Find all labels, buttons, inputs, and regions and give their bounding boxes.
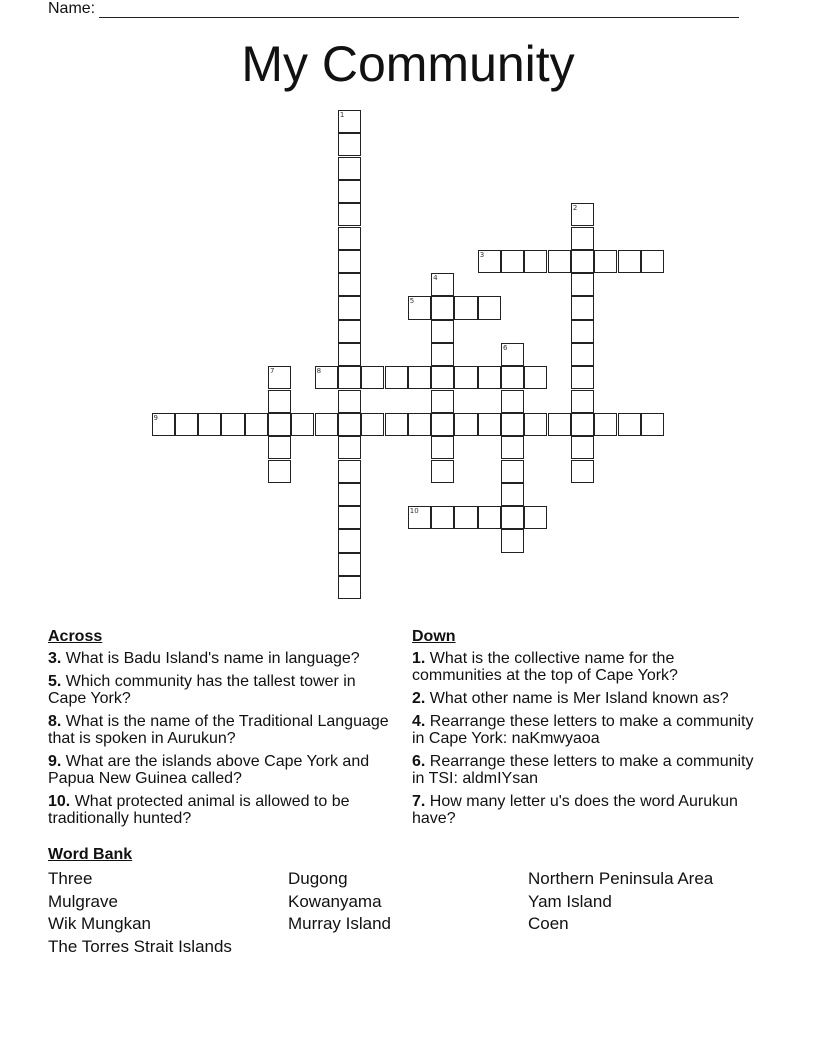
crossword-cell[interactable]: [571, 436, 594, 459]
crossword-cell[interactable]: [501, 436, 524, 459]
word-bank-item: The Torres Strait Islands: [48, 936, 232, 956]
crossword-cell[interactable]: [454, 413, 477, 436]
crossword-cell[interactable]: [501, 366, 524, 389]
crossword-cell[interactable]: [338, 529, 361, 552]
crossword-cell[interactable]: [524, 506, 547, 529]
crossword-cell[interactable]: [524, 250, 547, 273]
crossword-cell[interactable]: [315, 366, 338, 389]
crossword-cell[interactable]: [338, 460, 361, 483]
crossword-cell[interactable]: [454, 506, 477, 529]
crossword-cell[interactable]: [431, 366, 454, 389]
clue-across-10: 10. What protected animal is allowed to be traditionally hunted?: [48, 793, 350, 827]
clue-down-2: 2. What other name is Mer Island known as?: [412, 690, 729, 707]
crossword-cell[interactable]: [431, 273, 454, 296]
word-bank-item: Wik Mungkan: [48, 914, 151, 933]
crossword-cell[interactable]: [454, 366, 477, 389]
crossword-cell[interactable]: [268, 436, 291, 459]
clue-number: 7: [270, 367, 275, 376]
crossword-cell[interactable]: [524, 366, 547, 389]
crossword-cell[interactable]: [501, 413, 524, 436]
clue-down-4: 4. Rearrange these letters to make a community in Cape York: naKmwyaoa: [412, 713, 754, 747]
crossword-cell[interactable]: [571, 343, 594, 366]
crossword-cell[interactable]: [152, 413, 175, 436]
crossword-cell[interactable]: [315, 413, 338, 436]
crossword-cell[interactable]: [338, 390, 361, 413]
crossword-cell[interactable]: [501, 390, 524, 413]
crossword-cell[interactable]: [338, 227, 361, 250]
crossword-cell[interactable]: [571, 203, 594, 226]
clue-number: 1: [339, 111, 345, 119]
crossword-cell[interactable]: [338, 483, 361, 506]
across-clues: [48, 628, 393, 833]
crossword-cell[interactable]: [408, 366, 431, 389]
crossword-cell[interactable]: [338, 413, 361, 436]
crossword-cell[interactable]: [571, 390, 594, 413]
crossword-cell[interactable]: [338, 250, 361, 273]
crossword-cell[interactable]: [501, 343, 524, 366]
crossword-cell[interactable]: [571, 296, 594, 319]
clue-down-1: 1. What is the collective name for the communities at the top of Cape York?: [412, 650, 678, 684]
crossword-cell[interactable]: [268, 390, 291, 413]
crossword-cell[interactable]: [571, 250, 594, 273]
word-bank-item: Mulgrave: [48, 891, 118, 911]
clue-across-3: 3. What is Badu Island's name in language?: [48, 650, 360, 667]
crossword-cell[interactable]: [641, 250, 664, 273]
crossword-cell[interactable]: [198, 413, 221, 436]
name-label: Name:: [48, 0, 96, 17]
crossword-cell[interactable]: [408, 506, 431, 529]
clue-across-5: 5. Which community has the tallest tower in Cape York?: [48, 673, 356, 707]
crossword-cell[interactable]: [618, 413, 641, 436]
crossword-cell[interactable]: [571, 460, 594, 483]
clue-number: 9: [153, 413, 158, 422]
crossword-cell[interactable]: [221, 413, 244, 436]
crossword-cell[interactable]: [385, 366, 408, 389]
crossword-cell[interactable]: [361, 366, 384, 389]
crossword-cell[interactable]: [641, 413, 664, 436]
across-heading: Across: [48, 628, 103, 645]
crossword-cell[interactable]: [548, 250, 571, 273]
crossword-cell[interactable]: [571, 366, 594, 389]
clue-across-9: 9. What are the islands above Cape York and Papua New Guinea called?: [48, 753, 370, 787]
word-bank-column-1: [48, 868, 232, 958]
crossword-cell[interactable]: [338, 576, 361, 599]
word-bank-item: Yam Island: [528, 891, 612, 911]
crossword-cell[interactable]: [175, 413, 198, 436]
crossword-cell[interactable]: [268, 460, 291, 483]
crossword-cell[interactable]: [431, 390, 454, 413]
crossword-cell[interactable]: [338, 180, 361, 203]
crossword-cell[interactable]: [338, 436, 361, 459]
crossword-cell[interactable]: [501, 506, 524, 529]
clue-down-6: 6. Rearrange these letters to make a community in TSI: aldmIYsan: [412, 753, 754, 787]
clue-down-7: 7. How many letter u's does the word Aurukun have?: [412, 793, 738, 827]
word-bank-item: Kowanyama: [288, 891, 382, 911]
crossword-cell[interactable]: [431, 460, 454, 483]
word-bank-heading: Word Bank: [48, 846, 133, 863]
clue-number: 2: [572, 204, 578, 213]
crossword-cell[interactable]: [594, 250, 617, 273]
crossword-cell[interactable]: [454, 296, 477, 319]
crossword-cell[interactable]: [501, 460, 524, 483]
page-title: My Community: [241, 36, 575, 92]
crossword-cell[interactable]: [594, 413, 617, 436]
crossword-cell[interactable]: [478, 366, 501, 389]
crossword-cell[interactable]: [408, 296, 431, 319]
down-heading: Down: [412, 628, 456, 645]
down-clues: [412, 628, 757, 833]
crossword-cell[interactable]: [338, 296, 361, 319]
clue-number: 5: [409, 297, 415, 306]
crossword-cell[interactable]: [548, 413, 571, 436]
crossword-cell[interactable]: [501, 529, 524, 552]
crossword-cell[interactable]: [431, 320, 454, 343]
crossword-cell[interactable]: [338, 133, 361, 156]
crossword-cell[interactable]: [338, 157, 361, 180]
crossword-cell[interactable]: [291, 413, 314, 436]
crossword-cell[interactable]: [361, 413, 384, 436]
crossword-cell[interactable]: [571, 413, 594, 436]
word-bank-item: Three: [48, 869, 93, 888]
crossword-cell[interactable]: [431, 413, 454, 436]
crossword-cell[interactable]: [268, 366, 291, 389]
clue-number: 10: [409, 507, 419, 516]
crossword-cell[interactable]: [431, 506, 454, 529]
crossword-cell[interactable]: [408, 413, 431, 436]
clue-number: 6: [503, 344, 508, 352]
word-bank-item: Dugong: [288, 869, 348, 888]
crossword-cell[interactable]: [338, 553, 361, 576]
crossword-cell[interactable]: [338, 320, 361, 343]
word-bank-column-2: [288, 868, 391, 936]
crossword-cell[interactable]: [571, 273, 594, 296]
crossword-cell[interactable]: [478, 296, 501, 319]
clue-number: 4: [433, 274, 438, 283]
crossword-cell[interactable]: [618, 250, 641, 273]
crossword-cell[interactable]: [338, 203, 361, 226]
crossword-cell[interactable]: [338, 366, 361, 389]
clue-number: 3: [479, 250, 485, 259]
crossword-cell[interactable]: [268, 413, 291, 436]
crossword-cell[interactable]: [338, 273, 361, 296]
crossword-cell[interactable]: [431, 436, 454, 459]
crossword-cell[interactable]: [501, 250, 524, 273]
crossword-cell[interactable]: [431, 343, 454, 366]
crossword-cell[interactable]: [501, 483, 524, 506]
crossword-cell[interactable]: [338, 343, 361, 366]
crossword-cell[interactable]: [524, 413, 547, 436]
crossword-cell[interactable]: [478, 506, 501, 529]
word-bank-item: Northern Peninsula Area: [528, 869, 714, 888]
crossword-cell[interactable]: [338, 506, 361, 529]
clue-across-8: 8. What is the name of the Traditional Language that is spoken in Aurukun?: [48, 713, 389, 747]
clue-number: 8: [316, 367, 322, 376]
crossword-cell[interactable]: [478, 250, 501, 273]
crossword-cell[interactable]: [245, 413, 268, 436]
crossword-cell[interactable]: [571, 320, 594, 343]
crossword-cell[interactable]: [385, 413, 408, 436]
crossword-cell[interactable]: [431, 296, 454, 319]
crossword-cell[interactable]: [338, 110, 361, 133]
word-bank-column-3: [528, 868, 713, 936]
word-bank-item: Coen: [528, 914, 569, 933]
crossword-cell[interactable]: [571, 227, 594, 250]
crossword-cell[interactable]: [478, 413, 501, 436]
word-bank-item: Murray Island: [288, 914, 391, 933]
